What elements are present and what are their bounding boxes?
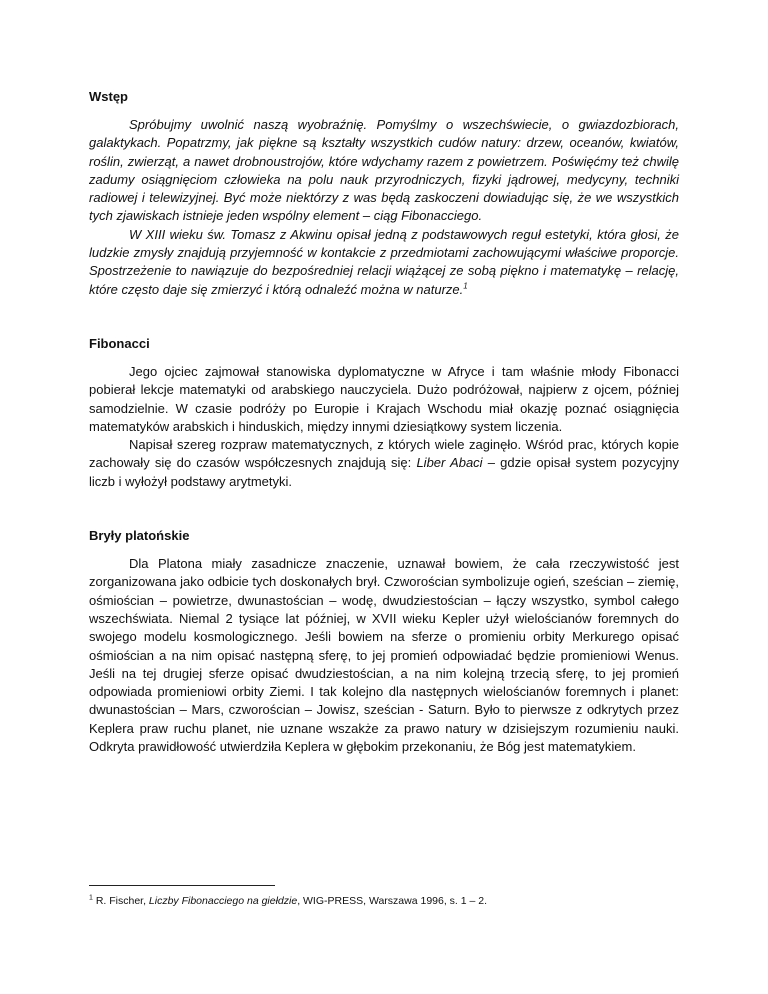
spacer [89,545,679,555]
footnote-divider [89,885,275,886]
book-title-liber-abaci: Liber Abaci [416,455,483,471]
heading-fibonacci: Fibonacci [89,335,150,351]
spacer [89,106,679,116]
footnote-mark: 1 [89,894,93,902]
spacer [89,491,679,527]
footnote-reference: 1 [463,281,468,291]
bryly-paragraph-1: Dla Platona miały zasadnicze znaczenie, uznawał bowiem, że cała rzeczywistość jest zorganizowana jako odbicie tych doskonałych brył. Czworościan symbolizuje ogień, sześcian – ziemię, ośmiościan – powietrze, dwunastościan – wodę, dwudziestościan – łączy wszystko, symbol całego wszechświata. Niemal 2 tysiące lat później, w XVII wieku Kepler użył wielościanów foremnych do swojego modelu kosmologicznego. Jeśli bowiem na sferze o promieniu orbity Merkurego opisać ośmiościan a na nim opisać następną sferę, to jej promień odpowiadać będzie promieniowi Wenus. Jeśli na tej drugiej sferze opisać dwudziestościan, a na nim kolejną trzecią sferę, to jej promień odpowiada promieniowi orbity Ziemi. I tak kolejno dla następnych wielościanów foremnych i planet: dwunastościan – Mars, czworościan – Jowisz, sześcian - Saturn. Było to pierwsze z odkrytych przez Keplera praw ruchu planet, nie uznane wszakże za prawo natury w dzisiejszym rozumieniu nauki. Odkryta prawidłowość utwierdziła Keplera w głębokim przekonaniu, że Bóg jest matematykiem. [89,556,679,755]
footnote [89,894,679,908]
heading-bryly-platonskie: Bryły platońskie [89,528,190,544]
footnote-text-before: R. Fischer, [92,895,149,907]
fibonacci-paragraph-2-after: – gdzie opisał system pozycyjny liczb i wyłożył podstawy arytmetyki. [89,455,679,489]
spacer [89,299,679,335]
wstep-paragraph-1: Spróbujmy uwolnić naszą wyobraźnię. Pomyślmy o wszechświecie, o gwiazdozbiorach, galaktykach. Popatrzmy, jak piękne są kształty wszystkich cudów natury: drzew, oceanów, kwiatów, roślin, zwierząt, a nawet drobnoustrojów, które wdychamy razem z powietrzem. Poświęćmy też chwilę zadumy osiągnięciom człowieka na polu nauk przyrodniczych, fizyki jądrowej, medycyny, techniki radiowej i telewizyjnej. Być może niektórzy z was będą zaskoczeni dowiadując się, że we wszystkich tych zjawiskach istnieje jeden wspólny element – ciąg Fibonacciego. [89,117,679,224]
document-page [89,88,679,756]
heading-wstep: Wstęp [89,89,128,104]
footnote-text-after: , WIG-PRESS, Warszawa 1996, s. 1 – 2. [297,895,488,907]
wstep-paragraph-2 [89,226,679,299]
fibonacci-paragraph-2 [89,436,679,491]
wstep-paragraph-2-text: W XIII wieku św. Tomasz z Akwinu opisał jedną z podstawowych reguł estetyki, która głosi, że ludzkie zmysły znajdują przyjemność w kontakcie z przedmiotami zachowującymi właściwe proporcje. Spostrzeżenie to nawiązuje do bezpośredniej relacji wiążącej ze sobą piękno i matematykę – relację, które często daje się zmierzyć i którą odnaleźć można w naturze. [89,226,679,297]
spacer [89,353,679,363]
fibonacci-paragraph-1: Jego ojciec zajmował stanowiska dyplomatyczne w Afryce i tam właśnie młody Fibonacci pobierał lekcje matematyki od arabskiego nauczyciela. Dużo podróżował, najpierw z ojcem, później samodzielnie. W czasie podróży po Europie i Krajach Wschodu miał okazję poznać osiągnięcia matematyków arabskich i hinduskich, między innymi dziesiątkowy system liczenia. [89,363,679,434]
footnote-book-title: Liczby Fibonacciego na giełdzie [148,895,298,907]
fibonacci-paragraph-2-before: Napisał szereg rozpraw matematycznych, z których wiele zaginęło. Wśród prac, których kopie zachowały się do czasów współczesnych znajdują się: [89,437,679,471]
